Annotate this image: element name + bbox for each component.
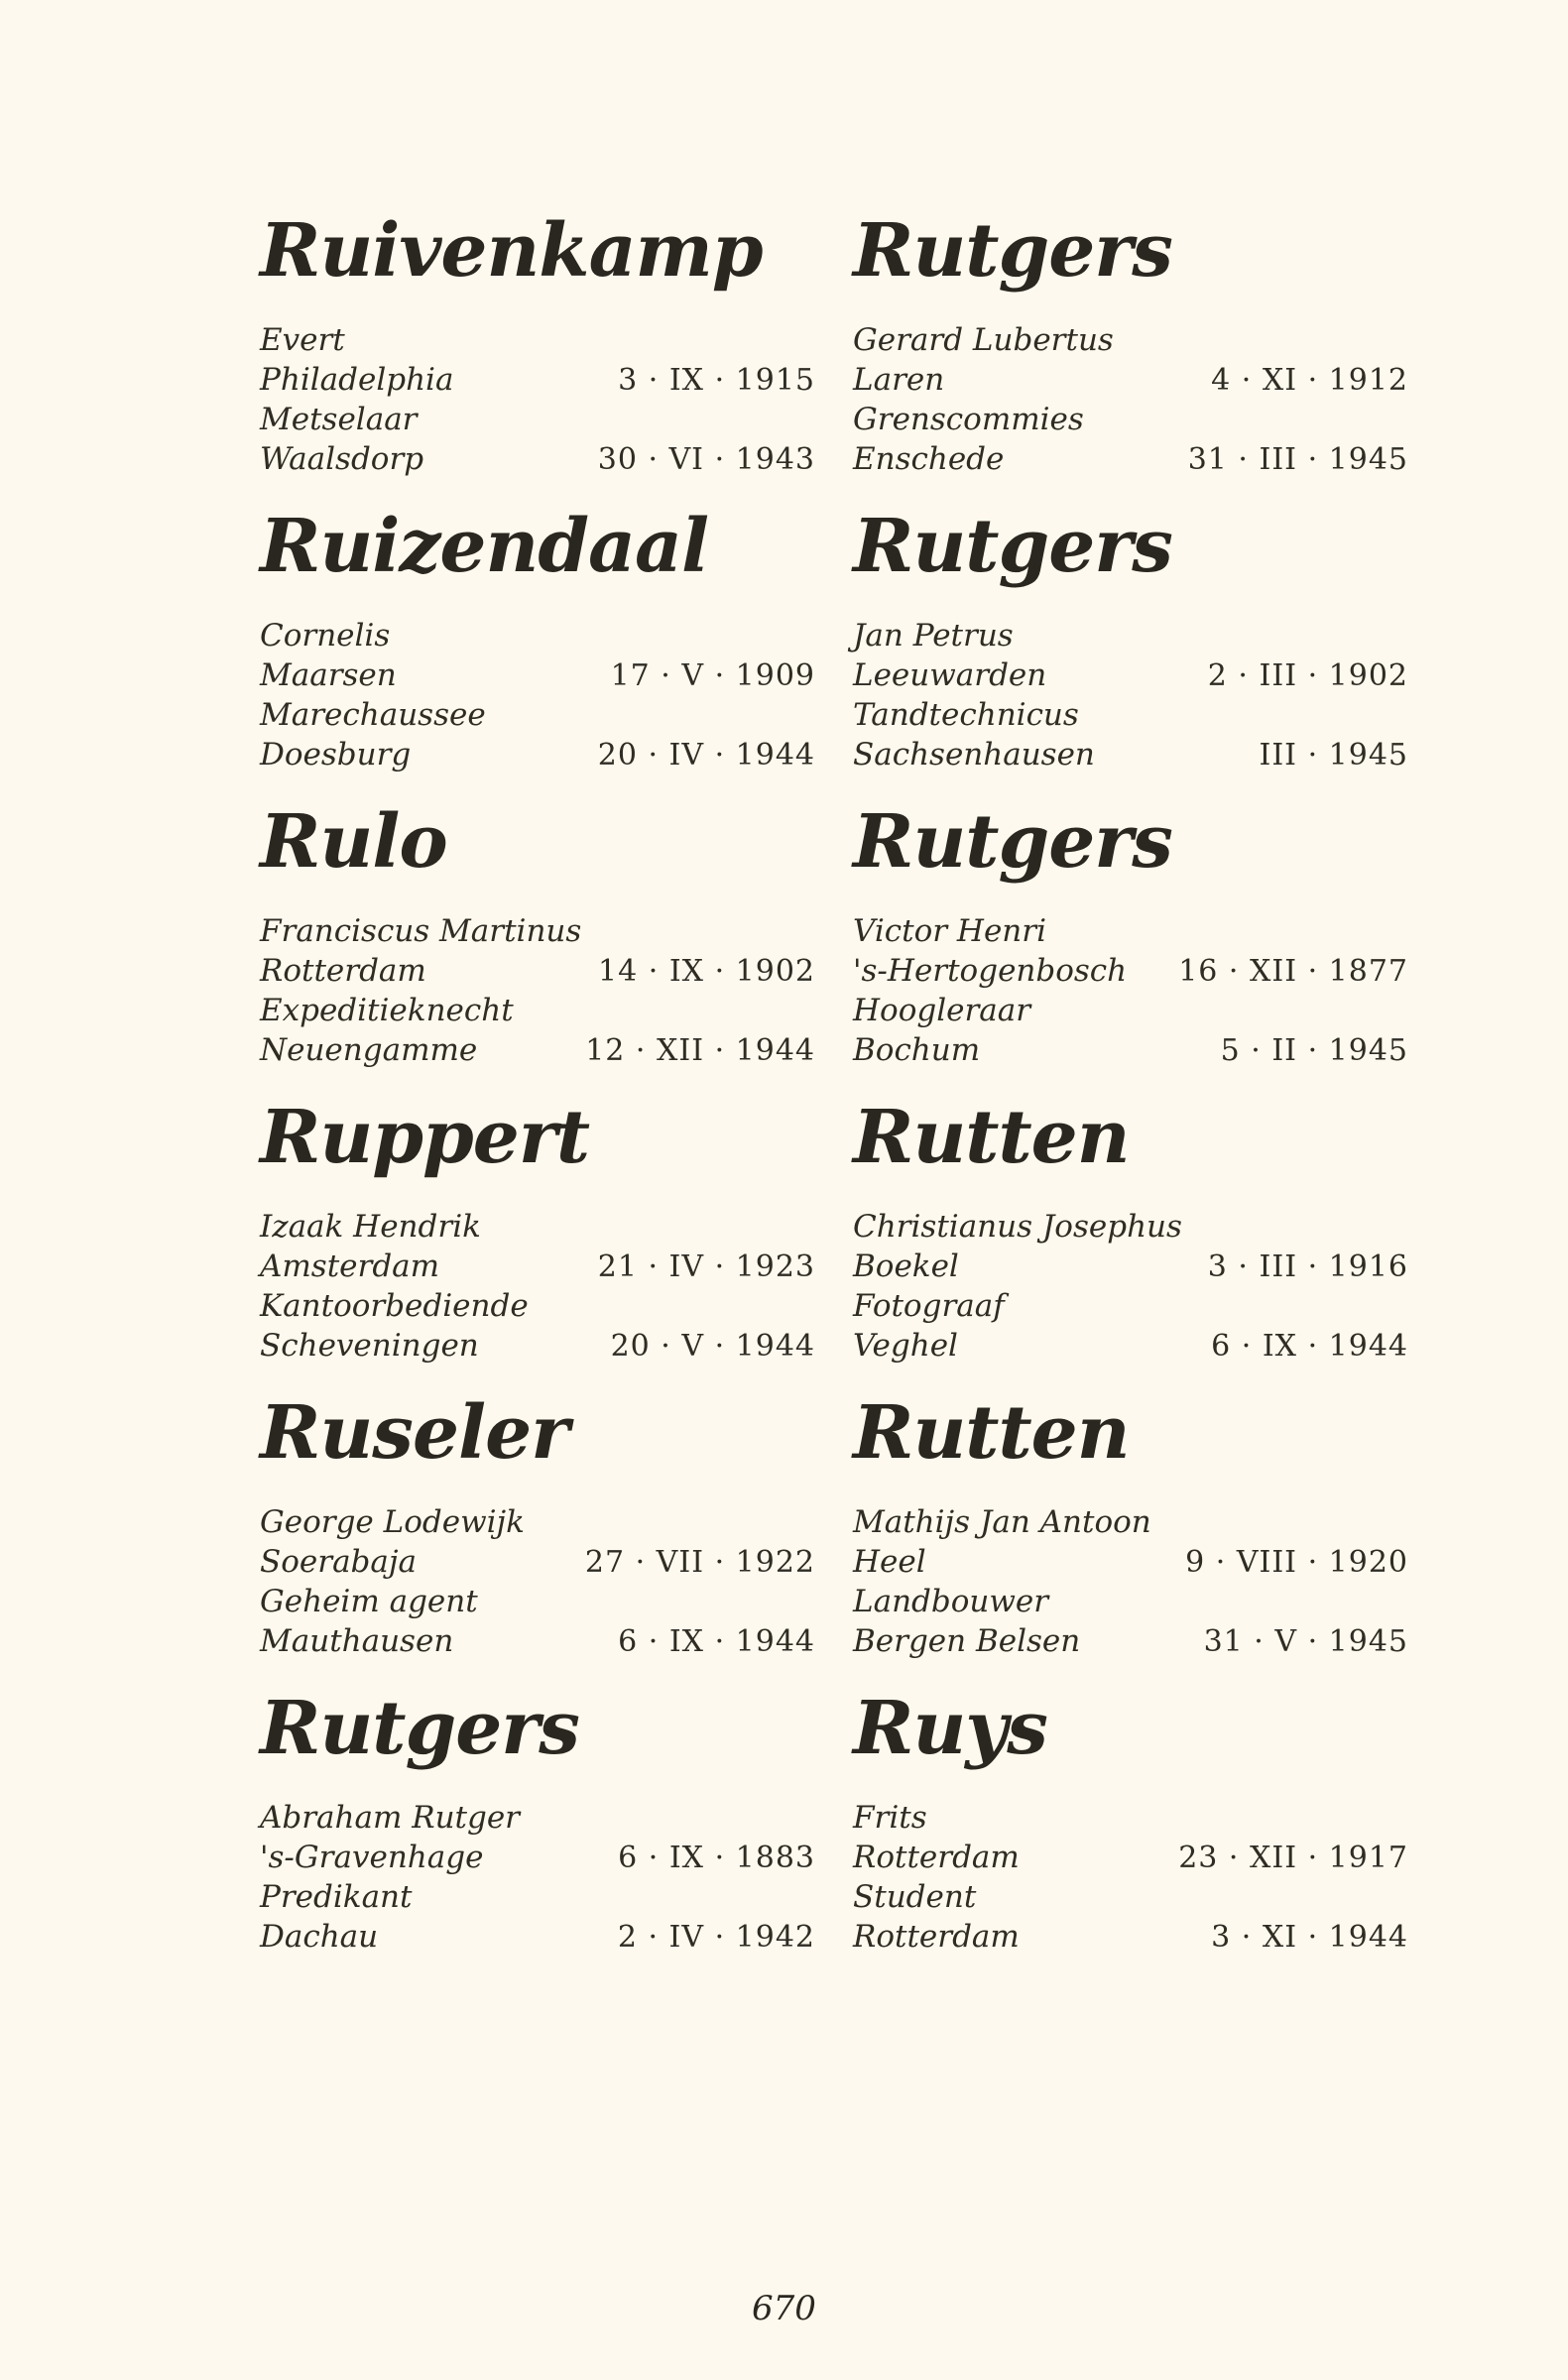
surname-heading: Rulo	[260, 799, 447, 885]
surname-heading: Ruppert	[260, 1095, 590, 1180]
occupation: Kantoorbediende	[260, 1288, 529, 1324]
birthplace: Amsterdam	[260, 1249, 440, 1284]
birth-line	[260, 1542, 815, 1582]
death-date: 6 · IX · 1944	[1211, 1329, 1408, 1364]
birth-date: 17 · V · 1909	[610, 658, 815, 693]
birthplace: Soerabaja	[260, 1544, 417, 1580]
given-names-line	[853, 911, 1408, 951]
birth-line	[260, 951, 815, 991]
occupation: Tandtechnicus	[853, 697, 1079, 733]
birth-date: 16 · XII · 1877	[1178, 954, 1408, 989]
death-date: 12 · XII · 1944	[585, 1033, 815, 1068]
birth-date: 9 · VIII · 1920	[1185, 1545, 1408, 1580]
birth-line	[853, 655, 1408, 695]
given-names: Gerard Lubertus	[853, 322, 1114, 358]
death-place: Enschede	[853, 441, 1005, 477]
death-line	[853, 1917, 1408, 1957]
birth-date: 27 · VII · 1922	[584, 1545, 815, 1580]
birthplace: Maarsen	[260, 657, 397, 693]
surname-heading: Rutgers	[853, 208, 1172, 294]
given-names-line	[260, 616, 815, 655]
memorial-entry	[853, 499, 1408, 794]
occupation-line	[853, 400, 1408, 439]
given-names: Abraham Rutger	[260, 1800, 521, 1836]
birthplace: Leeuwarden	[853, 657, 1047, 693]
memorial-entry	[853, 794, 1408, 1090]
death-date: 3 · XI · 1944	[1211, 1920, 1408, 1955]
death-line	[260, 1621, 815, 1661]
given-names-line	[853, 320, 1408, 360]
occupation: Landbouwer	[853, 1584, 1049, 1619]
occupation: Metselaar	[260, 402, 418, 437]
death-line	[853, 1030, 1408, 1070]
birthplace: Boekel	[853, 1249, 959, 1284]
occupation: Expeditieknecht	[260, 993, 514, 1028]
given-names-line	[853, 1207, 1408, 1247]
death-line	[853, 735, 1408, 774]
birthplace: Philadelphia	[260, 362, 454, 398]
page-number: 670	[752, 2289, 816, 2328]
occupation: Grenscommies	[853, 402, 1084, 437]
given-names-line	[853, 616, 1408, 655]
birth-date: 3 · IX · 1915	[618, 363, 815, 398]
left-column	[260, 203, 815, 1976]
death-place: Bochum	[853, 1032, 981, 1068]
death-place: Veghel	[853, 1328, 958, 1364]
death-place: Doesburg	[260, 737, 412, 773]
occupation-line	[260, 1582, 815, 1621]
memorial-entry	[260, 1681, 815, 1976]
death-line	[260, 439, 815, 479]
given-names: Izaak Hendrik	[260, 1209, 481, 1245]
memorial-entry	[853, 1385, 1408, 1681]
death-line	[260, 1326, 815, 1366]
birthplace: Rotterdam	[853, 1840, 1020, 1875]
birth-line	[260, 1838, 815, 1877]
death-line	[853, 1621, 1408, 1661]
memorial-entry	[260, 203, 815, 499]
death-date: III · 1945	[1259, 738, 1408, 773]
birthplace: 's-Gravenhage	[260, 1840, 484, 1875]
memorial-entry	[260, 794, 815, 1090]
occupation-line	[260, 1877, 815, 1917]
death-date: 31 · III · 1945	[1187, 442, 1408, 477]
surname-heading: Ruseler	[260, 1390, 569, 1476]
occupation-line	[260, 695, 815, 735]
given-names-line	[260, 1798, 815, 1838]
death-place: Bergen Belsen	[853, 1623, 1081, 1659]
death-line	[260, 1030, 815, 1070]
death-place: Sachsenhausen	[853, 737, 1095, 773]
death-date: 31 · V · 1945	[1203, 1624, 1408, 1659]
death-place: Neuengamme	[260, 1032, 478, 1068]
given-names: Victor Henri	[853, 913, 1046, 949]
given-names-line	[260, 1502, 815, 1542]
death-place: Dachau	[260, 1919, 379, 1955]
birthplace: 's-Hertogenbosch	[853, 953, 1128, 989]
birth-line	[260, 1247, 815, 1286]
occupation-line	[853, 1877, 1408, 1917]
birth-line	[853, 360, 1408, 400]
given-names-line	[853, 1502, 1408, 1542]
death-date: 20 · V · 1944	[610, 1329, 815, 1364]
occupation-line	[853, 695, 1408, 735]
occupation-line	[853, 1582, 1408, 1621]
death-place: Waalsdorp	[260, 441, 424, 477]
occupation: Predikant	[260, 1879, 413, 1915]
occupation-line	[260, 1286, 815, 1326]
given-names-line	[260, 911, 815, 951]
given-names: George Lodewijk	[260, 1504, 525, 1540]
surname-heading: Ruys	[853, 1686, 1047, 1771]
birth-line	[260, 360, 815, 400]
given-names: Christianus Josephus	[853, 1209, 1182, 1245]
death-line	[260, 735, 815, 774]
birth-date: 3 · III · 1916	[1207, 1250, 1408, 1284]
birth-date: 14 · IX · 1902	[598, 954, 815, 989]
birth-line	[853, 1542, 1408, 1582]
surname-heading: Rutgers	[853, 504, 1172, 589]
occupation-line	[260, 991, 815, 1030]
given-names: Jan Petrus	[853, 618, 1014, 654]
death-line	[853, 439, 1408, 479]
birth-line	[853, 1247, 1408, 1286]
given-names-line	[260, 1207, 815, 1247]
memorial-entry	[853, 1681, 1408, 1976]
birthplace: Heel	[853, 1544, 926, 1580]
occupation: Hoogleraar	[853, 993, 1031, 1028]
memorial-entry	[853, 203, 1408, 499]
given-names: Frits	[853, 1800, 927, 1836]
occupation: Geheim agent	[260, 1584, 478, 1619]
death-place: Mauthausen	[260, 1623, 454, 1659]
given-names: Evert	[260, 322, 345, 358]
death-date: 20 · IV · 1944	[597, 738, 815, 773]
given-names: Franciscus Martinus	[260, 913, 582, 949]
memorial-entry	[260, 1385, 815, 1681]
birthplace: Laren	[853, 362, 945, 398]
death-date: 6 · IX · 1944	[618, 1624, 815, 1659]
given-names: Mathijs Jan Antoon	[853, 1504, 1151, 1540]
surname-heading: Rutgers	[853, 799, 1172, 885]
occupation: Marechaussee	[260, 697, 486, 733]
surname-heading: Rutten	[853, 1390, 1130, 1476]
occupation: Student	[853, 1879, 977, 1915]
death-date: 30 · VI · 1943	[597, 442, 815, 477]
birth-date: 4 · XI · 1912	[1211, 363, 1408, 398]
birthplace: Rotterdam	[260, 953, 426, 989]
occupation-line	[260, 400, 815, 439]
death-date: 5 · II · 1945	[1220, 1033, 1408, 1068]
death-place: Rotterdam	[853, 1919, 1020, 1955]
death-line	[853, 1326, 1408, 1366]
death-place: Scheveningen	[260, 1328, 479, 1364]
birth-line	[853, 951, 1408, 991]
given-names-line	[260, 320, 815, 360]
birth-line	[853, 1838, 1408, 1877]
memorial-entry	[853, 1090, 1408, 1385]
surname-heading: Rutten	[853, 1095, 1130, 1180]
birth-date: 21 · IV · 1923	[597, 1250, 815, 1284]
occupation: Fotograaf	[853, 1288, 1005, 1324]
occupation-line	[853, 1286, 1408, 1326]
birth-line	[260, 655, 815, 695]
birth-date: 6 · IX · 1883	[618, 1841, 815, 1875]
death-date: 2 · IV · 1942	[617, 1920, 815, 1955]
memorial-entry	[260, 1090, 815, 1385]
surname-heading: Rutgers	[260, 1686, 579, 1771]
surname-heading: Ruivenkamp	[260, 208, 763, 294]
given-names: Cornelis	[260, 618, 391, 654]
right-column	[853, 203, 1408, 1976]
given-names-line	[853, 1798, 1408, 1838]
occupation-line	[853, 991, 1408, 1030]
surname-heading: Ruizendaal	[260, 504, 709, 589]
memorial-entry	[260, 499, 815, 794]
death-line	[260, 1917, 815, 1957]
birth-date: 2 · III · 1902	[1207, 658, 1408, 693]
birth-date: 23 · XII · 1917	[1178, 1841, 1408, 1875]
